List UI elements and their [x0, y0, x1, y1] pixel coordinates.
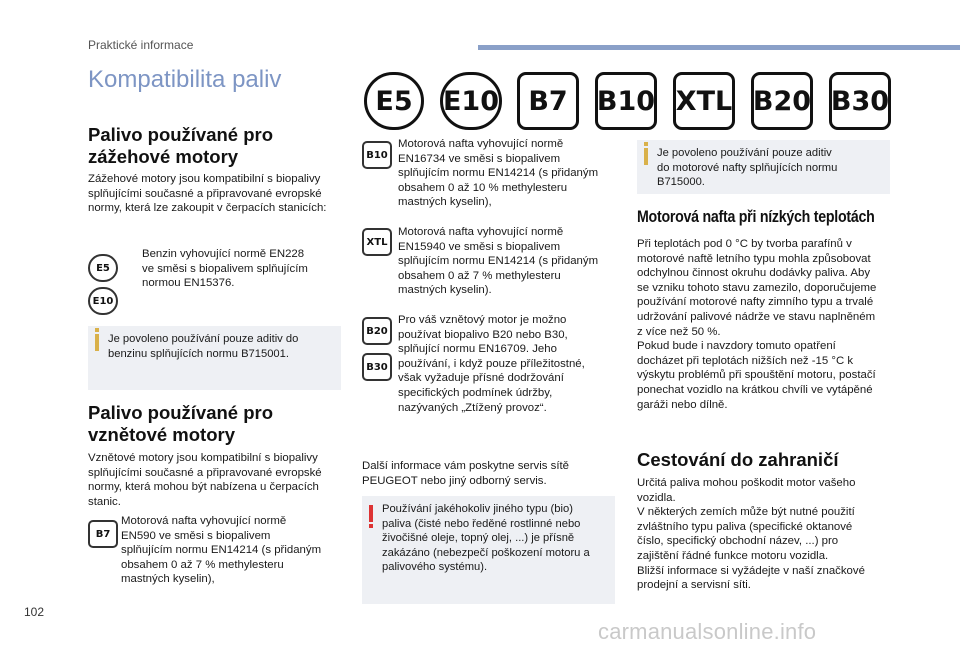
petrol-item-text: Benzin vyhovující normě EN228 ve směsi s biopalivem splňujícím normou EN15376. [142, 248, 308, 290]
fuel-badge-e10: E10 [440, 72, 502, 130]
diesel-item-b20-b30-text: Pro váš vznětový motor je možno používat biopalivo B20 nebo B30, splňující normu EN16709. Jeho používání, i když pouze příležitostné, však vyžaduje přísné dodržování specifických podmínek údržby, nazývaných „Ztížený provoz“. [398, 314, 585, 414]
fuel-badge-b30: B30 [829, 72, 891, 130]
petrol-badge-e5: E5 [88, 254, 118, 282]
fuel-badge-xtl: XTL [673, 72, 735, 130]
diesel-warning-note [362, 496, 615, 604]
diesel-more-info: Další informace vám poskytne servis sítě PEUGEOT nebo jiný odborný servis. [362, 460, 570, 487]
watermark: carmanualsonline.info [598, 619, 817, 644]
fuel-badge-b10: B10 [595, 72, 657, 130]
abroad-text: Určitá paliva mohou poškodit motor vašeho vozidla. V některých zemích může být nutné použití zvláštního typu paliva (specifické oktanové číslo, specifický obchodní název, ...) pro zajištění řádné funkce motoru vozidla. Bližší informace si vyžádejte v naší značkové prodejní a servisní síti. [637, 477, 865, 592]
diesel-badge-b30: B30 [362, 353, 392, 381]
fuel-badge-b20: B20 [751, 72, 813, 130]
diesel-additive-note [637, 140, 890, 194]
diesel-badge-b10: B10 [362, 141, 392, 169]
fuel-badge-e5: E5 [364, 72, 424, 130]
page-number: 102 [24, 605, 45, 619]
diesel-badge-b7: B7 [88, 520, 118, 548]
petrol-badge-e10: E10 [88, 287, 118, 315]
diesel-intro: Vznětové motory jsou kompatibilní s biopalivy splňujícími současné a připravované evropské normy, která mohou být nabízena u čerpacích stanic. [88, 452, 322, 508]
diesel-heading: Palivo používané pro vznětové motory [88, 402, 274, 445]
petrol-intro: Zážehové motory jsou kompatibilní s biopalivy splňujícími současné a připravované evropské normy, která lze zakoupit v čerpacích stanicích: [88, 173, 327, 215]
header-bar [478, 45, 960, 50]
diesel-item-b7-text: Motorová nafta vyhovující normě EN590 ve směsi s biopalivem splňujícím normu EN14214 (s přidaným obsahem 0 až 7 % methylesteru mastných kyselin), [121, 515, 322, 586]
section-label: Praktické informace [88, 38, 194, 52]
abroad-heading: Cestování do zahraničí [637, 449, 839, 470]
low-temp-heading: Motorová nafta při nízkých teplotách [637, 208, 875, 226]
fuel-badge-b7: B7 [517, 72, 579, 130]
diesel-badge-b20: B20 [362, 317, 392, 345]
diesel-note-text: Je povoleno používání pouze aditiv do motorové nafty splňujících normu B715000. [657, 147, 838, 189]
page-title: Kompatibilita paliv [88, 66, 282, 93]
info-icon [644, 148, 648, 165]
low-temp-text: Při teplotách pod 0 °C by tvorba parafínů v motorové naftě letního typu mohla způsobovat odchylnou činnost okruhu dodávky paliva. Aby se vzniku tohoto stavu zamezilo, doporučujeme používání motorové nafty zimního typu a trvalé udržování palivové nádrže ve stavu naplněném z více než 50 %. Pokud bude i navzdory tomuto opatření docházet při teplotách nižších než -15 °C k výskytu problémů při spouštění motoru, postačí ponechat vozidlo na krátkou chvíli ve vytápěné garáži nebo dílně. [637, 238, 877, 411]
diesel-warning-text: Používání jakéhokoliv jiného typu (bio) paliva (čisté nebo ředěné rostlinné nebo živočišné oleje, topný olej, ...) je přísně zakázáno (nebezpečí poškození motoru a palivového systému). [382, 503, 590, 574]
petrol-additive-note [88, 326, 341, 390]
diesel-item-xtl-text: Motorová nafta vyhovující normě EN15940 ve směsi s biopalivem splňujícím normu EN14214 (s přidaným obsahem 0 až 7 % methylesteru mastných kyselin). [398, 226, 599, 297]
diesel-item-b10-text: Motorová nafta vyhovující normě EN16734 ve směsi s biopalivem splňujícím normu EN14214 (s přidaným obsahem 0 až 10 % methylesteru mastných kyselin), [398, 138, 599, 209]
petrol-note-text: Je povoleno používání pouze aditiv do benzinu splňujících normu B715001. [108, 333, 299, 360]
diesel-badge-xtl: XTL [362, 228, 392, 256]
petrol-heading: Palivo používané pro zážehové motory [88, 124, 274, 167]
info-icon [95, 334, 99, 351]
warning-icon [369, 505, 373, 522]
